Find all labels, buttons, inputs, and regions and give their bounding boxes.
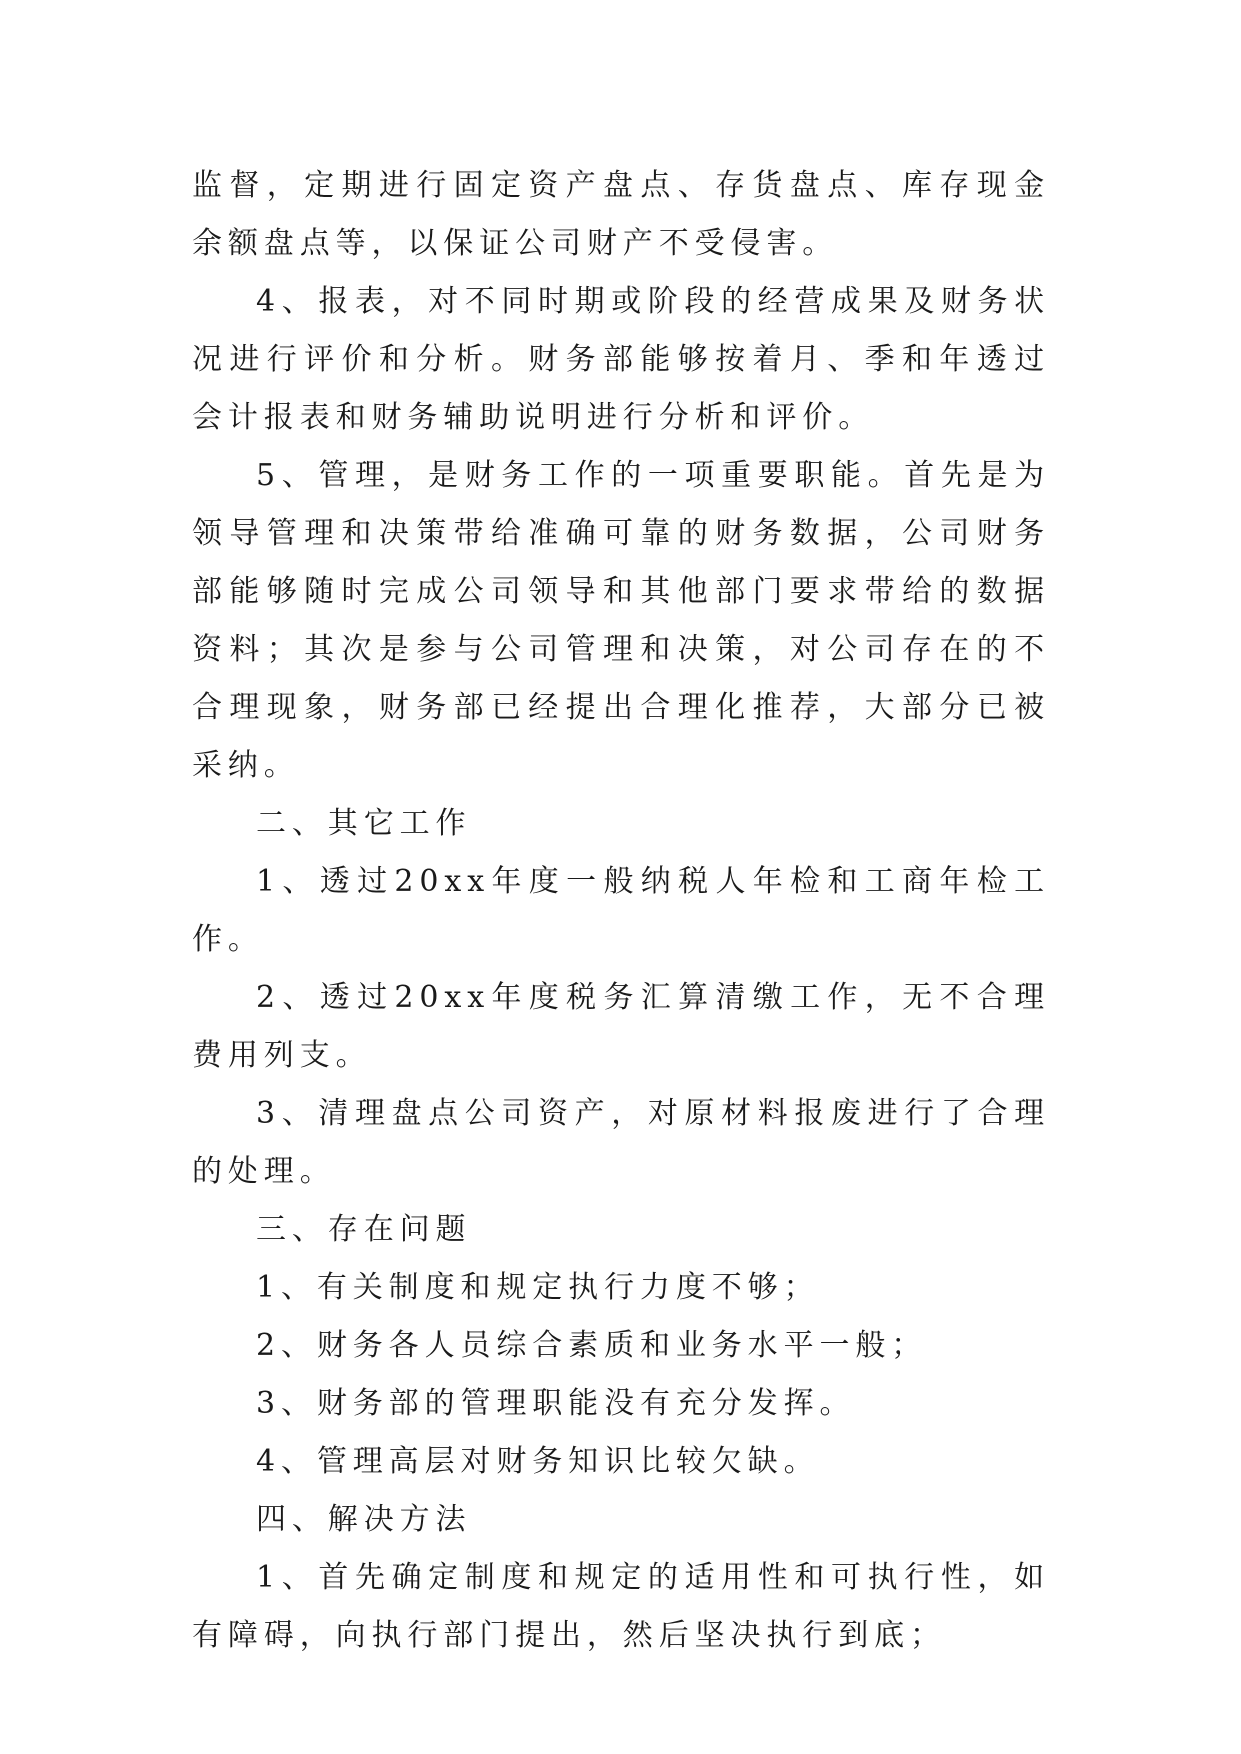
list-item: 4、管理高层对财务知识比较欠缺。	[256, 1444, 820, 1479]
section-heading-other-work: 二、其它工作	[256, 806, 472, 841]
paragraph-3: 5、管理，是财务工作的一项重要职能。首先是为领导管理和决策带给准确可靠的财务数据，公司财务部能够随时完成公司领导和其他部门要求带给的数据资料；其次是参与公司管理和决策，对公司存在的不合理现象，财务部已经提出合理化推荐，大部分已被采纳。	[192, 458, 1050, 783]
list-item: 1、透过20xx年度一般纳税人年检和工商年检工作。	[192, 864, 1050, 957]
list-item: 1、有关制度和规定执行力度不够；	[256, 1270, 820, 1305]
list-item: 2、财务各人员综合素质和业务水平一般；	[256, 1328, 928, 1363]
document-page	[192, 157, 1050, 1665]
section-heading-solutions: 四、解决方法	[256, 1502, 472, 1537]
list-item: 3、清理盘点公司资产，对原材料报废进行了合理的处理。	[192, 1096, 1050, 1189]
list-item: 1、首先确定制度和规定的适用性和可执行性，如有障碍，向执行部门提出，然后坚决执行到底；	[192, 1560, 1050, 1653]
list-item: 2、透过20xx年度税务汇算清缴工作，无不合理费用列支。	[192, 980, 1050, 1073]
paragraph-1: 监督，定期进行固定资产盘点、存货盘点、库存现金余额盘点等，以保证公司财产不受侵害。	[192, 168, 1050, 261]
section-heading-problems: 三、存在问题	[256, 1212, 472, 1247]
list-item: 3、财务部的管理职能没有充分发挥。	[256, 1386, 856, 1421]
paragraph-2: 4、报表，对不同时期或阶段的经营成果及财务状况进行评价和分析。财务部能够按着月、季和年透过会计报表和财务辅助说明进行分析和评价。	[192, 284, 1050, 435]
